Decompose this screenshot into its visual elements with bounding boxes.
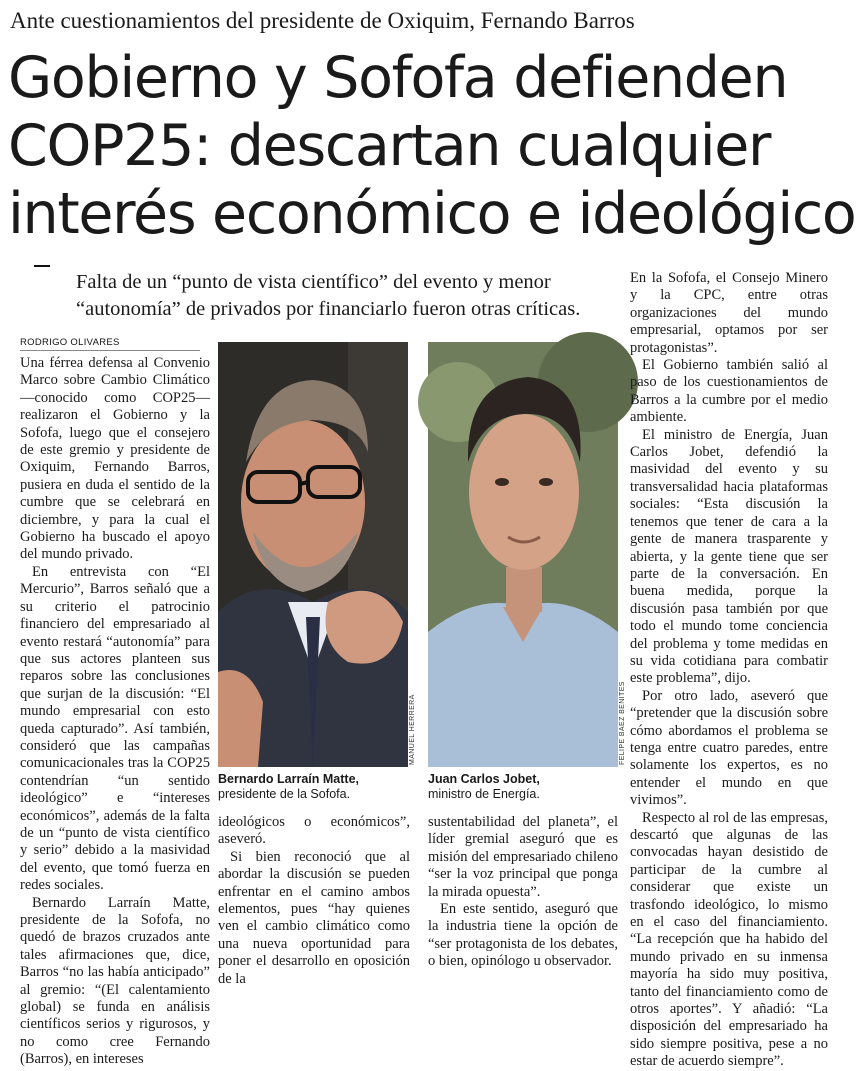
subhead: Falta de un “punto de vista científico” del evento y menor “autonomía” de privados por financiarlo fueron otras críticas.: [76, 271, 581, 320]
headline-line-1: Gobierno y Sofofa defienden: [8, 45, 788, 111]
photo-caption: [218, 772, 408, 802]
paragraph: ideológicos o económicos”, aseveró.: [218, 814, 410, 848]
paragraph: Si bien reconoció que al abordar la discusión se pueden enfrentar en el camino ambos elementos, pues “hay quienes ven el cambio climático como una nueva oportunidad para poner el desarrollo en oposición de la: [218, 848, 410, 987]
photo-juan-carlos-jobet: [428, 342, 618, 767]
caption-role: presidente de la Sofofa.: [218, 787, 351, 801]
paragraph: En entrevista con “El Mercurio”, Barros señaló que a su criterio el patrocinio financiero del empresariado al evento restará “autonomía” para que sus actores planteen sus reparos sobre las conclusiones que surjan de la discusión: “El mundo empresarial con esto queda capturado”. Así también, consideró que las campañas comunicacionales tras la COP25 contendrían “un sentido ideológico” e “intereses económicos”, además de la falta de un “punto de vista científico y serio” debido a la masividad del evento, que tomó fuerza en redes sociales.: [20, 563, 210, 894]
byline: RODRIGO OLIVARES: [20, 337, 200, 351]
article-column-2: [218, 814, 410, 987]
caption-name: Juan Carlos Jobet,: [428, 772, 540, 786]
caption-role: ministro de Energía.: [428, 787, 540, 801]
photo-bernardo-larrain: [218, 342, 408, 767]
article-column-1: [20, 355, 210, 1068]
photo-credit: MANUEL HERRERA: [409, 694, 416, 765]
portrait-illustration: [218, 342, 408, 767]
paragraph: Por otro lado, aseveró que “pretender que la discusión sobre cómo abordamos el problema se tenga entre cuatro paredes, entre solamente los expertos, es no entender el mundo en que vivimos”.: [630, 687, 828, 809]
article-column-4: [630, 270, 828, 1070]
headline: [8, 44, 856, 248]
headline-line-3: interés económico e ideológico: [8, 181, 856, 247]
paragraph: Bernardo Larraín Matte, presidente de la Sofofa, no quedó de brazos cruzados ante tales afirmaciones que, dice, Barros “no las había anticipado” al gremio: “(El calentamiento global) se funda en análisis científicos serios y rigurosos, y no como cree Fernando (Barros), en intereses: [20, 894, 210, 1068]
paragraph: En este sentido, aseguró que la industria tiene la opción de “ser protagonista de los debates, o bien, opinólogo u observador.: [428, 901, 618, 970]
headline-line-2: COP25: descartan cualquier: [8, 113, 771, 179]
paragraph: Una férrea defensa al Convenio Marco sobre Cambio Climático —conocido como COP25— realizaron el Gobierno y la Sofofa, luego que el consejero de este gremio y presidente de Oxiquim, Fernando Barros, pusiera en duda el sentido de la cumbre que se celebrará en diciembre, y para la cual el Gobierno ha buscado el apoyo del mundo privado.: [20, 355, 210, 563]
photo-caption: [428, 772, 618, 802]
subhead-rule: [34, 265, 50, 267]
kicker: Ante cuestionamientos del presidente de Oxiquim, Fernando Barros: [10, 8, 635, 33]
paragraph: El Gobierno también salió al paso de los cuestionamientos de Barros a la cumbre por el medio ambiente.: [630, 357, 828, 426]
caption-name: Bernardo Larraín Matte,: [218, 772, 360, 786]
paragraph: En la Sofofa, el Consejo Minero y la CPC, entre otras organizaciones del mundo empresarial, optamos por ser protagonistas”.: [630, 270, 828, 356]
paragraph: sustentabilidad del planeta”, el líder gremial aseguró que es misión del empresariado chileno “ser la voz principal que ponga la mirada opuesta”.: [428, 814, 618, 900]
article-column-3: [428, 814, 618, 970]
paragraph: El ministro de Energía, Juan Carlos Jobet, defendió la masividad del evento y su transversalidad hacia plataformas sociales: “Esta discusión la tenemos que tener de cara a la gente de manera trasparente y abierta, y la gente tiene que ser parte de la conversación. En buena medida, porque la discusión pasa también por que todo el mundo tome conciencia del problema y tome medidas en su vida cotidiana para combatir este problema”, dijo.: [630, 426, 828, 687]
paragraph: Respecto al rol de las empresas, descartó que algunas de las convocadas hayan desistido de participar de la cumbre al considerar que existe un trasfondo ideológico, lo mismo en el caso del financiamiento. “La recepción que ha habido del mundo privado en su inmensa mayoría ha sido muy positiva, tanto del financiamiento como de otros aportes”. Y añadió: “La disposición del empresariado ha sido siempre positiva, pese a no estar de acuerdo siempre”.: [630, 809, 828, 1070]
photo-credit: FELIPE BAEZ BENITES: [619, 681, 626, 765]
portrait-illustration: [428, 342, 618, 767]
